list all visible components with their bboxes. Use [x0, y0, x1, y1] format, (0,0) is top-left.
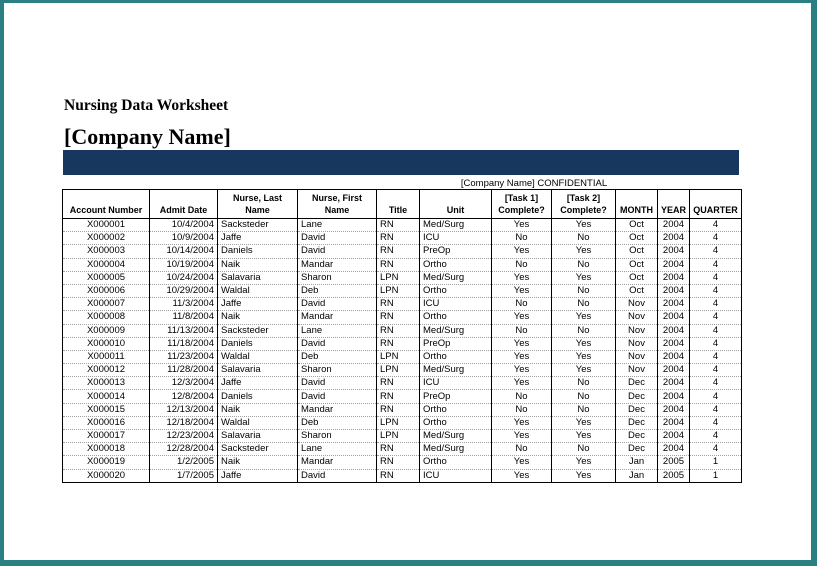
- cell-nurse-last-name: Salavaria: [218, 430, 298, 443]
- cell-nurse-first-name: David: [298, 390, 377, 403]
- cell-quarter: 4: [690, 271, 742, 284]
- header-nurse-last-name: [218, 190, 298, 219]
- cell-task1: Yes: [492, 311, 552, 324]
- cell-nurse-last-name: Waldal: [218, 284, 298, 297]
- cell-quarter: 1: [690, 456, 742, 469]
- cell-year: 2004: [658, 337, 690, 350]
- cell-task1: Yes: [492, 469, 552, 482]
- cell-task1: Yes: [492, 337, 552, 350]
- cell-account-number: X000018: [63, 443, 150, 456]
- cell-task1: No: [492, 258, 552, 271]
- cell-title: RN: [377, 258, 420, 271]
- cell-year: 2004: [658, 377, 690, 390]
- cell-nurse-first-name: Lane: [298, 219, 377, 232]
- cell-nurse-last-name: Salavaria: [218, 271, 298, 284]
- cell-quarter: 4: [690, 403, 742, 416]
- cell-account-number: X000007: [63, 298, 150, 311]
- cell-nurse-last-name: Waldal: [218, 350, 298, 363]
- cell-title: RN: [377, 311, 420, 324]
- cell-account-number: X000016: [63, 416, 150, 429]
- cell-task1: Yes: [492, 364, 552, 377]
- cell-admit-date: 11/18/2004: [150, 337, 218, 350]
- cell-month: Dec: [616, 416, 658, 429]
- table-row: [63, 403, 742, 416]
- cell-task1: No: [492, 298, 552, 311]
- header-nurse-first-name: [298, 190, 377, 219]
- cell-task2: Yes: [552, 219, 616, 232]
- cell-title: LPN: [377, 364, 420, 377]
- cell-year: 2004: [658, 232, 690, 245]
- cell-quarter: 4: [690, 219, 742, 232]
- worksheet-page: [4, 3, 811, 560]
- cell-quarter: 4: [690, 324, 742, 337]
- cell-account-number: X000011: [63, 350, 150, 363]
- cell-task2: Yes: [552, 430, 616, 443]
- cell-nurse-last-name: Sacksteder: [218, 219, 298, 232]
- cell-title: RN: [377, 219, 420, 232]
- cell-nurse-first-name: Deb: [298, 284, 377, 297]
- table-row: [63, 443, 742, 456]
- cell-title: LPN: [377, 416, 420, 429]
- cell-month: Dec: [616, 443, 658, 456]
- cell-month: Oct: [616, 258, 658, 271]
- cell-admit-date: 10/19/2004: [150, 258, 218, 271]
- cell-unit: Ortho: [420, 258, 492, 271]
- document-title: Nursing Data Worksheet: [64, 97, 229, 114]
- cell-account-number: X000010: [63, 337, 150, 350]
- table-body: [63, 219, 742, 483]
- table-row: [63, 271, 742, 284]
- table-row: [63, 416, 742, 429]
- cell-quarter: 4: [690, 443, 742, 456]
- cell-month: Oct: [616, 271, 658, 284]
- header-quarter: QUARTER: [690, 190, 742, 219]
- cell-unit: ICU: [420, 469, 492, 482]
- cell-task2: Yes: [552, 245, 616, 258]
- table-row: [63, 245, 742, 258]
- cell-year: 2004: [658, 403, 690, 416]
- cell-year: 2004: [658, 258, 690, 271]
- confidential-label: [Company Name] CONFIDENTIAL: [460, 178, 608, 189]
- cell-account-number: X000013: [63, 377, 150, 390]
- cell-nurse-last-name: Waldal: [218, 416, 298, 429]
- cell-task1: No: [492, 324, 552, 337]
- cell-nurse-first-name: David: [298, 232, 377, 245]
- cell-nurse-last-name: Naik: [218, 456, 298, 469]
- cell-admit-date: 1/7/2005: [150, 469, 218, 482]
- cell-account-number: X000019: [63, 456, 150, 469]
- cell-title: LPN: [377, 284, 420, 297]
- cell-unit: PreOp: [420, 390, 492, 403]
- table-row: [63, 456, 742, 469]
- cell-task2: No: [552, 403, 616, 416]
- cell-unit: Ortho: [420, 350, 492, 363]
- cell-month: Oct: [616, 232, 658, 245]
- cell-account-number: X000009: [63, 324, 150, 337]
- cell-task1: Yes: [492, 377, 552, 390]
- cell-nurse-last-name: Daniels: [218, 390, 298, 403]
- cell-nurse-last-name: Jaffe: [218, 232, 298, 245]
- cell-account-number: X000017: [63, 430, 150, 443]
- cell-admit-date: 12/23/2004: [150, 430, 218, 443]
- table-row: [63, 350, 742, 363]
- cell-year: 2004: [658, 311, 690, 324]
- cell-year: 2005: [658, 469, 690, 482]
- cell-month: Jan: [616, 469, 658, 482]
- cell-account-number: X000001: [63, 219, 150, 232]
- cell-nurse-first-name: Deb: [298, 350, 377, 363]
- cell-title: RN: [377, 390, 420, 403]
- cell-task1: No: [492, 390, 552, 403]
- table-row: [63, 377, 742, 390]
- cell-task1: No: [492, 443, 552, 456]
- cell-task1: No: [492, 403, 552, 416]
- cell-unit: PreOp: [420, 245, 492, 258]
- header-account-number: Account Number: [63, 190, 150, 219]
- cell-title: RN: [377, 469, 420, 482]
- cell-nurse-first-name: David: [298, 298, 377, 311]
- cell-account-number: X000005: [63, 271, 150, 284]
- cell-quarter: 4: [690, 298, 742, 311]
- cell-month: Dec: [616, 377, 658, 390]
- cell-quarter: 4: [690, 364, 742, 377]
- cell-task1: Yes: [492, 416, 552, 429]
- cell-title: RN: [377, 456, 420, 469]
- cell-unit: Med/Surg: [420, 271, 492, 284]
- cell-nurse-first-name: Mandar: [298, 403, 377, 416]
- cell-account-number: X000020: [63, 469, 150, 482]
- cell-task2: No: [552, 284, 616, 297]
- cell-account-number: X000004: [63, 258, 150, 271]
- cell-task2: No: [552, 324, 616, 337]
- cell-account-number: X000002: [63, 232, 150, 245]
- cell-admit-date: 11/8/2004: [150, 311, 218, 324]
- cell-admit-date: 12/3/2004: [150, 377, 218, 390]
- cell-title: RN: [377, 298, 420, 311]
- cell-task1: Yes: [492, 219, 552, 232]
- cell-nurse-last-name: Jaffe: [218, 377, 298, 390]
- header-year: YEAR: [658, 190, 690, 219]
- cell-admit-date: 10/29/2004: [150, 284, 218, 297]
- cell-task2: Yes: [552, 337, 616, 350]
- cell-title: RN: [377, 324, 420, 337]
- table-row: [63, 219, 742, 232]
- cell-account-number: X000003: [63, 245, 150, 258]
- cell-year: 2004: [658, 219, 690, 232]
- cell-nurse-first-name: Mandar: [298, 456, 377, 469]
- cell-quarter: 4: [690, 245, 742, 258]
- cell-year: 2004: [658, 298, 690, 311]
- company-name: [Company Name]: [64, 124, 231, 149]
- cell-account-number: X000014: [63, 390, 150, 403]
- cell-task2: Yes: [552, 364, 616, 377]
- cell-quarter: 4: [690, 284, 742, 297]
- cell-task1: Yes: [492, 350, 552, 363]
- cell-task1: Yes: [492, 284, 552, 297]
- cell-month: Nov: [616, 337, 658, 350]
- cell-task2: No: [552, 258, 616, 271]
- cell-month: Dec: [616, 390, 658, 403]
- cell-title: RN: [377, 443, 420, 456]
- cell-nurse-first-name: Mandar: [298, 258, 377, 271]
- cell-unit: Ortho: [420, 403, 492, 416]
- table-row: [63, 390, 742, 403]
- cell-nurse-first-name: David: [298, 377, 377, 390]
- cell-year: 2004: [658, 324, 690, 337]
- cell-year: 2004: [658, 271, 690, 284]
- cell-title: RN: [377, 245, 420, 258]
- cell-task2: Yes: [552, 456, 616, 469]
- cell-task1: No: [492, 232, 552, 245]
- cell-task1: Yes: [492, 271, 552, 284]
- cell-unit: Med/Surg: [420, 219, 492, 232]
- table-row: [63, 284, 742, 297]
- cell-title: LPN: [377, 430, 420, 443]
- cell-account-number: X000012: [63, 364, 150, 377]
- cell-admit-date: 12/28/2004: [150, 443, 218, 456]
- cell-admit-date: 10/24/2004: [150, 271, 218, 284]
- cell-nurse-first-name: Sharon: [298, 364, 377, 377]
- cell-year: 2004: [658, 245, 690, 258]
- cell-month: Oct: [616, 219, 658, 232]
- table-row: [63, 430, 742, 443]
- cell-nurse-first-name: Sharon: [298, 271, 377, 284]
- cell-admit-date: 10/14/2004: [150, 245, 218, 258]
- cell-nurse-last-name: Naik: [218, 311, 298, 324]
- cell-quarter: 4: [690, 390, 742, 403]
- cell-month: Dec: [616, 403, 658, 416]
- cell-year: 2004: [658, 390, 690, 403]
- table-row: [63, 311, 742, 324]
- cell-task2: Yes: [552, 311, 616, 324]
- cell-month: Nov: [616, 350, 658, 363]
- cell-task2: No: [552, 443, 616, 456]
- cell-title: LPN: [377, 271, 420, 284]
- cell-account-number: X000015: [63, 403, 150, 416]
- table-row: [63, 364, 742, 377]
- cell-month: Nov: [616, 324, 658, 337]
- table-row: [63, 469, 742, 482]
- cell-year: 2004: [658, 284, 690, 297]
- cell-account-number: X000008: [63, 311, 150, 324]
- cell-quarter: 4: [690, 377, 742, 390]
- cell-nurse-first-name: Deb: [298, 416, 377, 429]
- cell-nurse-last-name: Sacksteder: [218, 443, 298, 456]
- cell-admit-date: 11/13/2004: [150, 324, 218, 337]
- cell-unit: ICU: [420, 377, 492, 390]
- cell-year: 2004: [658, 430, 690, 443]
- cell-task2: No: [552, 377, 616, 390]
- table-row: [63, 258, 742, 271]
- cell-unit: Med/Surg: [420, 443, 492, 456]
- cell-title: RN: [377, 403, 420, 416]
- cell-nurse-first-name: David: [298, 469, 377, 482]
- table-row: [63, 324, 742, 337]
- cell-nurse-last-name: Daniels: [218, 245, 298, 258]
- cell-quarter: 4: [690, 258, 742, 271]
- header-row: [63, 190, 742, 219]
- cell-admit-date: 12/13/2004: [150, 403, 218, 416]
- cell-quarter: 4: [690, 350, 742, 363]
- cell-unit: Ortho: [420, 456, 492, 469]
- cell-month: Jan: [616, 456, 658, 469]
- cell-nurse-first-name: Mandar: [298, 311, 377, 324]
- cell-month: Oct: [616, 284, 658, 297]
- cell-task2: Yes: [552, 350, 616, 363]
- cell-task2: No: [552, 232, 616, 245]
- cell-year: 2005: [658, 456, 690, 469]
- cell-task1: Yes: [492, 245, 552, 258]
- cell-admit-date: 10/4/2004: [150, 219, 218, 232]
- cell-unit: Ortho: [420, 284, 492, 297]
- cell-quarter: 4: [690, 337, 742, 350]
- cell-month: Nov: [616, 298, 658, 311]
- cell-month: Dec: [616, 430, 658, 443]
- table-row: [63, 232, 742, 245]
- cell-title: RN: [377, 337, 420, 350]
- cell-year: 2004: [658, 364, 690, 377]
- table-row: [63, 298, 742, 311]
- header-unit: Unit: [420, 190, 492, 219]
- cell-unit: Med/Surg: [420, 430, 492, 443]
- cell-year: 2004: [658, 443, 690, 456]
- nursing-data-table: [62, 189, 742, 483]
- cell-nurse-first-name: David: [298, 245, 377, 258]
- header-task2-label: [Task 2] Complete?: [560, 193, 607, 215]
- cell-unit: Med/Surg: [420, 324, 492, 337]
- header-task1: [492, 190, 552, 219]
- cell-task2: Yes: [552, 416, 616, 429]
- cell-task1: Yes: [492, 456, 552, 469]
- cell-nurse-last-name: Naik: [218, 258, 298, 271]
- cell-title: LPN: [377, 350, 420, 363]
- header-band: [63, 150, 739, 175]
- cell-nurse-first-name: David: [298, 337, 377, 350]
- cell-admit-date: 11/28/2004: [150, 364, 218, 377]
- cell-task2: No: [552, 298, 616, 311]
- cell-unit: PreOp: [420, 337, 492, 350]
- cell-account-number: X000006: [63, 284, 150, 297]
- cell-quarter: 4: [690, 430, 742, 443]
- header-admit-date: Admit Date: [150, 190, 218, 219]
- cell-title: RN: [377, 232, 420, 245]
- cell-nurse-last-name: Naik: [218, 403, 298, 416]
- cell-admit-date: 11/23/2004: [150, 350, 218, 363]
- cell-unit: ICU: [420, 298, 492, 311]
- cell-quarter: 4: [690, 232, 742, 245]
- cell-admit-date: 11/3/2004: [150, 298, 218, 311]
- cell-nurse-last-name: Jaffe: [218, 298, 298, 311]
- header-nurse-first-label: Nurse, First Name: [311, 193, 362, 215]
- cell-month: Nov: [616, 364, 658, 377]
- cell-admit-date: 10/9/2004: [150, 232, 218, 245]
- cell-unit: Med/Surg: [420, 364, 492, 377]
- cell-nurse-first-name: Sharon: [298, 430, 377, 443]
- cell-unit: ICU: [420, 232, 492, 245]
- cell-nurse-last-name: Salavaria: [218, 364, 298, 377]
- header-task1-label: [Task 1] Complete?: [498, 193, 545, 215]
- cell-unit: Ortho: [420, 311, 492, 324]
- cell-month: Oct: [616, 245, 658, 258]
- cell-year: 2004: [658, 350, 690, 363]
- cell-admit-date: 12/8/2004: [150, 390, 218, 403]
- cell-year: 2004: [658, 416, 690, 429]
- cell-quarter: 1: [690, 469, 742, 482]
- table-row: [63, 337, 742, 350]
- cell-month: Nov: [616, 311, 658, 324]
- cell-nurse-first-name: Lane: [298, 324, 377, 337]
- header-month: MONTH: [616, 190, 658, 219]
- cell-nurse-first-name: Lane: [298, 443, 377, 456]
- header-title: Title: [377, 190, 420, 219]
- cell-unit: Ortho: [420, 416, 492, 429]
- cell-task1: Yes: [492, 430, 552, 443]
- cell-task2: Yes: [552, 271, 616, 284]
- cell-admit-date: 1/2/2005: [150, 456, 218, 469]
- header-task2: [552, 190, 616, 219]
- cell-task2: No: [552, 390, 616, 403]
- cell-nurse-last-name: Daniels: [218, 337, 298, 350]
- cell-quarter: 4: [690, 311, 742, 324]
- header-nurse-last-label: Nurse, Last Name: [232, 193, 283, 215]
- cell-title: RN: [377, 377, 420, 390]
- cell-nurse-last-name: Jaffe: [218, 469, 298, 482]
- cell-task2: Yes: [552, 469, 616, 482]
- cell-admit-date: 12/18/2004: [150, 416, 218, 429]
- cell-quarter: 4: [690, 416, 742, 429]
- cell-nurse-last-name: Sacksteder: [218, 324, 298, 337]
